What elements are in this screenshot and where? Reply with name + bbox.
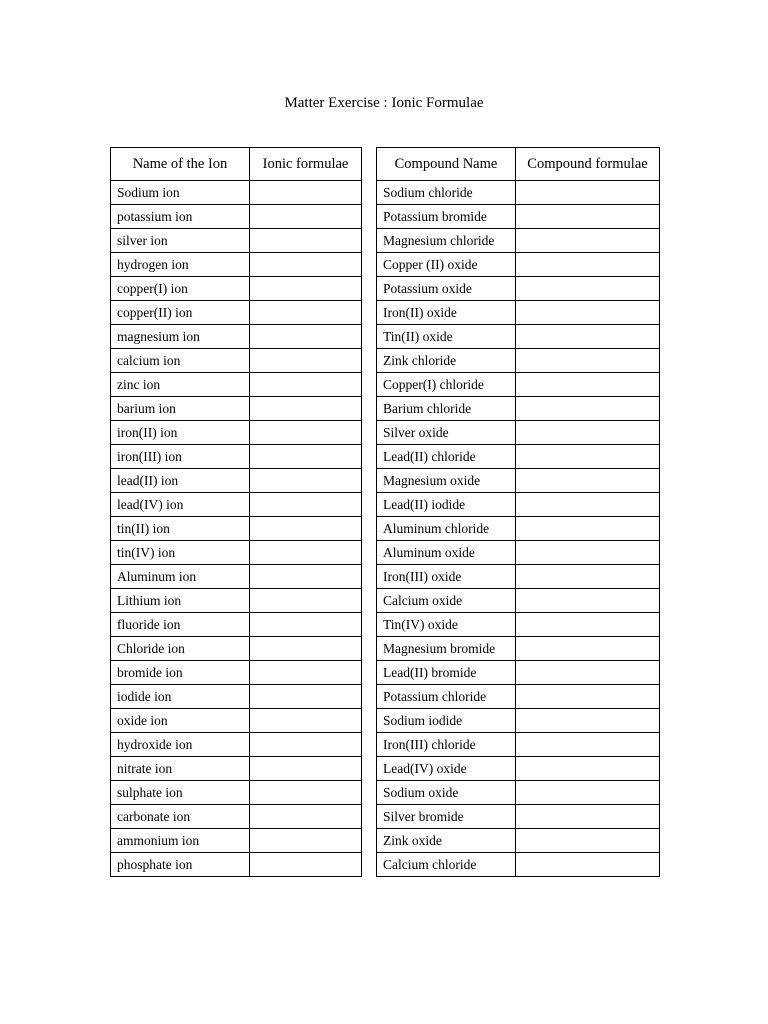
ionic-formula-blank-cell (250, 373, 362, 397)
table-row (377, 421, 660, 445)
ion-name-cell: barium ion (111, 397, 250, 421)
compound-name-cell: Iron(III) chloride (377, 733, 516, 757)
ionic-formula-blank-cell (250, 397, 362, 421)
compound-formula-blank-cell (516, 301, 660, 325)
ion-name-cell: ammonium ion (111, 829, 250, 853)
compound-name-cell: Magnesium chloride (377, 229, 516, 253)
ion-name-cell: carbonate ion (111, 805, 250, 829)
ionic-formula-blank-cell (250, 277, 362, 301)
table-row (111, 253, 362, 277)
compound-name-cell: Magnesium oxide (377, 469, 516, 493)
ion-name-cell: calcium ion (111, 349, 250, 373)
compound-formula-blank-cell (516, 493, 660, 517)
table-row (377, 637, 660, 661)
table-row (377, 685, 660, 709)
compound-name-cell: Tin(II) oxide (377, 325, 516, 349)
table-row (377, 469, 660, 493)
ion-name-cell: tin(IV) ion (111, 541, 250, 565)
table-row (111, 373, 362, 397)
compound-name-cell: Aluminum oxide (377, 541, 516, 565)
compound-table-header-row (377, 148, 660, 181)
compound-formula-blank-cell (516, 781, 660, 805)
ionic-formula-blank-cell (250, 661, 362, 685)
compound-formula-blank-cell (516, 757, 660, 781)
ion-name-cell: Aluminum ion (111, 565, 250, 589)
ion-name-cell: magnesium ion (111, 325, 250, 349)
table-row (111, 517, 362, 541)
compound-formula-blank-cell (516, 661, 660, 685)
ionic-formula-blank-cell (250, 805, 362, 829)
header-compound-formulae: Compound formulae (516, 148, 660, 181)
table-row (111, 277, 362, 301)
table-row (377, 661, 660, 685)
ion-name-cell: Chloride ion (111, 637, 250, 661)
ion-name-cell: phosphate ion (111, 853, 250, 877)
ion-name-cell: tin(II) ion (111, 517, 250, 541)
ion-name-cell: sulphate ion (111, 781, 250, 805)
table-row (377, 181, 660, 205)
compound-formula-blank-cell (516, 637, 660, 661)
compound-formula-blank-cell (516, 373, 660, 397)
ion-name-cell: iron(III) ion (111, 445, 250, 469)
compound-name-cell: Barium chloride (377, 397, 516, 421)
ionic-formula-blank-cell (250, 853, 362, 877)
header-ion-name: Name of the Ion (111, 148, 250, 181)
ion-name-cell: Lithium ion (111, 589, 250, 613)
ionic-formula-blank-cell (250, 445, 362, 469)
compound-name-cell: Copper (II) oxide (377, 253, 516, 277)
compound-formula-blank-cell (516, 853, 660, 877)
table-row (111, 733, 362, 757)
table-row (377, 541, 660, 565)
compound-name-cell: Lead(II) iodide (377, 493, 516, 517)
table-row (377, 565, 660, 589)
compound-formula-blank-cell (516, 349, 660, 373)
table-row (111, 181, 362, 205)
table-row (377, 445, 660, 469)
table-row (377, 517, 660, 541)
compound-formula-blank-cell (516, 277, 660, 301)
ionic-formula-blank-cell (250, 421, 362, 445)
ion-name-cell: copper(II) ion (111, 301, 250, 325)
compound-formula-blank-cell (516, 181, 660, 205)
compound-formula-blank-cell (516, 205, 660, 229)
ionic-formula-blank-cell (250, 589, 362, 613)
table-row (111, 661, 362, 685)
table-row (377, 757, 660, 781)
compound-name-cell: Zink oxide (377, 829, 516, 853)
compound-formula-blank-cell (516, 397, 660, 421)
ionic-formula-blank-cell (250, 253, 362, 277)
compound-formula-blank-cell (516, 517, 660, 541)
compound-formula-blank-cell (516, 829, 660, 853)
compound-formula-blank-cell (516, 565, 660, 589)
compound-name-cell: Potassium bromide (377, 205, 516, 229)
table-row (377, 805, 660, 829)
ion-name-cell: lead(II) ion (111, 469, 250, 493)
table-row (111, 301, 362, 325)
ion-name-cell: fluoride ion (111, 613, 250, 637)
table-row (377, 277, 660, 301)
ionic-formula-blank-cell (250, 541, 362, 565)
ion-name-cell: iodide ion (111, 685, 250, 709)
table-row (111, 469, 362, 493)
compound-formula-blank-cell (516, 685, 660, 709)
ionic-formula-blank-cell (250, 613, 362, 637)
table-row (377, 709, 660, 733)
table-row (377, 613, 660, 637)
ionic-formula-blank-cell (250, 685, 362, 709)
ion-name-cell: hydrogen ion (111, 253, 250, 277)
ionic-formula-blank-cell (250, 517, 362, 541)
ionic-formula-blank-cell (250, 205, 362, 229)
table-row (111, 613, 362, 637)
ion-name-cell: zinc ion (111, 373, 250, 397)
table-row (111, 853, 362, 877)
compound-name-cell: Silver bromide (377, 805, 516, 829)
ion-name-cell: bromide ion (111, 661, 250, 685)
compound-formula-blank-cell (516, 589, 660, 613)
ionic-formula-blank-cell (250, 829, 362, 853)
compound-name-cell: Aluminum chloride (377, 517, 516, 541)
ionic-formula-blank-cell (250, 709, 362, 733)
ionic-formula-blank-cell (250, 301, 362, 325)
table-row (377, 733, 660, 757)
ionic-formula-blank-cell (250, 325, 362, 349)
table-row (377, 301, 660, 325)
ion-name-cell: hydroxide ion (111, 733, 250, 757)
compound-formula-blank-cell (516, 613, 660, 637)
compound-formula-blank-cell (516, 325, 660, 349)
ionic-formula-blank-cell (250, 229, 362, 253)
table-row (377, 229, 660, 253)
compound-table (376, 147, 660, 877)
header-ionic-formulae: Ionic formulae (250, 148, 362, 181)
ionic-formula-blank-cell (250, 493, 362, 517)
table-row (377, 397, 660, 421)
ionic-formula-blank-cell (250, 565, 362, 589)
table-row (111, 205, 362, 229)
compound-name-cell: Magnesium bromide (377, 637, 516, 661)
table-row (111, 541, 362, 565)
table-row (377, 205, 660, 229)
table-row (111, 325, 362, 349)
table-row (111, 829, 362, 853)
ionic-formula-blank-cell (250, 637, 362, 661)
table-row (111, 445, 362, 469)
compound-name-cell: Zink chloride (377, 349, 516, 373)
ion-name-cell: potassium ion (111, 205, 250, 229)
compound-name-cell: Copper(I) chloride (377, 373, 516, 397)
ionic-formula-blank-cell (250, 349, 362, 373)
table-row (377, 493, 660, 517)
table-row (111, 685, 362, 709)
compound-name-cell: Tin(IV) oxide (377, 613, 516, 637)
ion-name-cell: lead(IV) ion (111, 493, 250, 517)
ion-name-cell: nitrate ion (111, 757, 250, 781)
ionic-formula-blank-cell (250, 469, 362, 493)
table-row (111, 397, 362, 421)
compound-name-cell: Silver oxide (377, 421, 516, 445)
ion-name-cell: copper(I) ion (111, 277, 250, 301)
table-row (377, 853, 660, 877)
ionic-formula-blank-cell (250, 757, 362, 781)
compound-formula-blank-cell (516, 253, 660, 277)
page-title: Matter Exercise : Ionic Formulae (284, 95, 484, 111)
compound-name-cell: Lead(IV) oxide (377, 757, 516, 781)
compound-name-cell: Lead(II) chloride (377, 445, 516, 469)
compound-name-cell: Sodium iodide (377, 709, 516, 733)
compound-formula-blank-cell (516, 733, 660, 757)
table-row (111, 493, 362, 517)
compound-formula-blank-cell (516, 709, 660, 733)
ion-table-header-row (111, 148, 362, 181)
compound-name-cell: Sodium chloride (377, 181, 516, 205)
compound-formula-blank-cell (516, 469, 660, 493)
table-row (377, 373, 660, 397)
table-row (111, 349, 362, 373)
ion-name-cell: oxide ion (111, 709, 250, 733)
table-row (111, 229, 362, 253)
ion-name-cell: iron(II) ion (111, 421, 250, 445)
table-row (377, 781, 660, 805)
ionic-formula-blank-cell (250, 181, 362, 205)
ion-name-cell: Sodium ion (111, 181, 250, 205)
compound-name-cell: Calcium oxide (377, 589, 516, 613)
compound-formula-blank-cell (516, 421, 660, 445)
compound-name-cell: Potassium chloride (377, 685, 516, 709)
table-row (111, 709, 362, 733)
compound-name-cell: Calcium chloride (377, 853, 516, 877)
compound-name-cell: Iron(II) oxide (377, 301, 516, 325)
table-row (111, 565, 362, 589)
compound-name-cell: Iron(III) oxide (377, 565, 516, 589)
table-row (111, 589, 362, 613)
compound-formula-blank-cell (516, 445, 660, 469)
table-row (111, 637, 362, 661)
table-row (377, 589, 660, 613)
ion-table (110, 147, 362, 877)
compound-formula-blank-cell (516, 541, 660, 565)
table-row (377, 253, 660, 277)
table-row (377, 349, 660, 373)
table-row (111, 421, 362, 445)
compound-formula-blank-cell (516, 805, 660, 829)
header-compound-name: Compound Name (377, 148, 516, 181)
compound-name-cell: Potassium oxide (377, 277, 516, 301)
table-row (377, 829, 660, 853)
table-row (377, 325, 660, 349)
table-row (111, 757, 362, 781)
table-row (111, 805, 362, 829)
compound-formula-blank-cell (516, 229, 660, 253)
compound-name-cell: Lead(II) bromide (377, 661, 516, 685)
ionic-formula-blank-cell (250, 781, 362, 805)
table-row (111, 781, 362, 805)
compound-name-cell: Sodium oxide (377, 781, 516, 805)
ion-name-cell: silver ion (111, 229, 250, 253)
ionic-formula-blank-cell (250, 733, 362, 757)
